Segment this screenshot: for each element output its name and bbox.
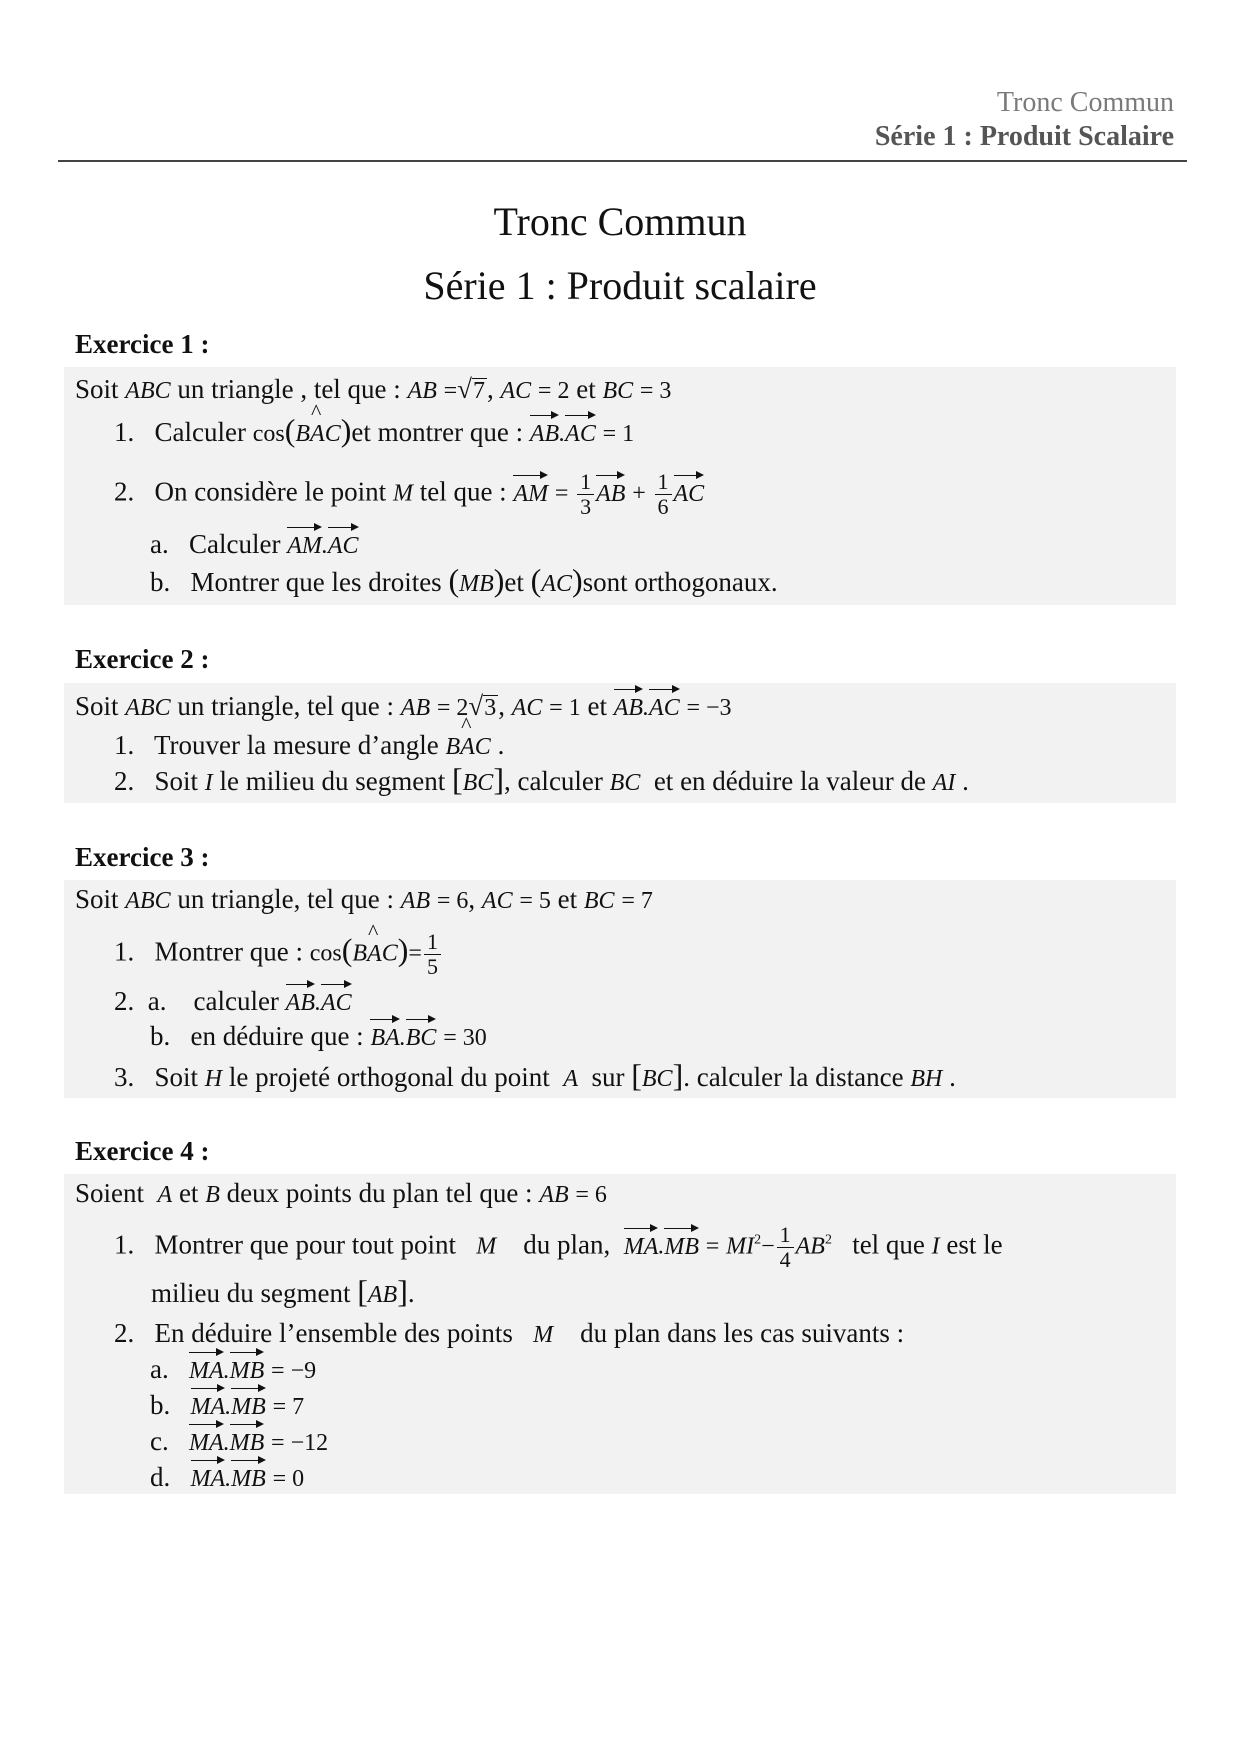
exercise-4-question-1: 1. Montrer que pour tout point M du plan, $MA.MB = MI^2-$ $\frac{1}{4}$ $AB^2$ tel que I est le (114, 1222, 1003, 1272)
exercise-4-intro: Soient A et B deux points du plan tel que : AB = 6 (75, 1178, 607, 1208)
running-head (875, 86, 1174, 154)
exercise-1-question-2: 2. On considère le point M tel que : AM = $\frac{1}{3}$ AB + $\frac{1}{6}$ AC (114, 469, 705, 519)
exercise-4-question-2: 2. En déduire l’ensemble des points M du plan dans les cas suivants : (114, 1318, 905, 1348)
exercise-3-question-1: 1. Montrer que : cos(B^ AC)= $\frac{1}{5}$ (114, 930, 443, 979)
exercise-4-question-1-continued: milieu du segment [AB]. (151, 1273, 415, 1309)
exercise-3-heading: Exercice 3 : (75, 842, 210, 872)
exercise-1-heading: Exercice 1 : (75, 329, 210, 359)
exercise-3-intro: Soit ABC un triangle, tel que : AB = 6, AC = 5 et BC = 7 (75, 884, 653, 914)
exercise-2-question-1: 1. Trouver la mesure d’angle B^ AC . (114, 729, 504, 763)
page-title: Tronc Commun (493, 199, 747, 244)
exercise-1-question-2b: b. Montrer que les droites (MB)et (AC)sont orthogonaux. (150, 562, 778, 598)
header-rule (58, 160, 1187, 162)
exercise-2-intro: Soit ABC un triangle, tel que : AB = 2√3, AC = 1 et AB.AC = −3 (75, 690, 732, 724)
running-head-course: Tronc Commun (996, 87, 1174, 118)
exercise-2-question-2: 2. Soit I le milieu du segment [BC], calculer BC et en déduire la valeur de AI . (114, 761, 969, 797)
exercise-3-question-2b: b. en déduire que : BA.BC = 30 (150, 1020, 487, 1054)
exercise-4-heading: Exercice 4 : (75, 1136, 210, 1166)
exercise-4-case-c: c. MA.MB = −12 (150, 1425, 328, 1459)
exercise-2-heading: Exercice 2 : (75, 644, 210, 674)
exercise-3-question-2a: 2. a. calculer AB.AC (114, 985, 352, 1019)
exercise-4-case-b: b. MA.MB = 7 (150, 1389, 304, 1423)
exercise-3-question-3: 3. Soit H le projeté orthogonal du point A sur [BC]. calculer la distance BH . (114, 1057, 956, 1093)
running-head-series: Série 1 : Produit Scalaire (874, 121, 1174, 152)
exercise-1-question-1: 1. Calculer cos(B^ AC)et montrer que : AB.AC = 1 (114, 414, 634, 450)
exercise-4-case-a: a. MA.MB = −9 (150, 1353, 316, 1387)
exercise-4-case-d: d. MA.MB = 0 (150, 1461, 304, 1495)
page-subtitle: Série 1 : Produit scalaire (423, 263, 817, 308)
exercise-1-intro: Soit ABC un triangle , tel que : AB =√7, AC = 2 et BC = 3 (75, 374, 672, 404)
exercise-1-question-2a: a. Calculer AM.AC (150, 528, 359, 562)
